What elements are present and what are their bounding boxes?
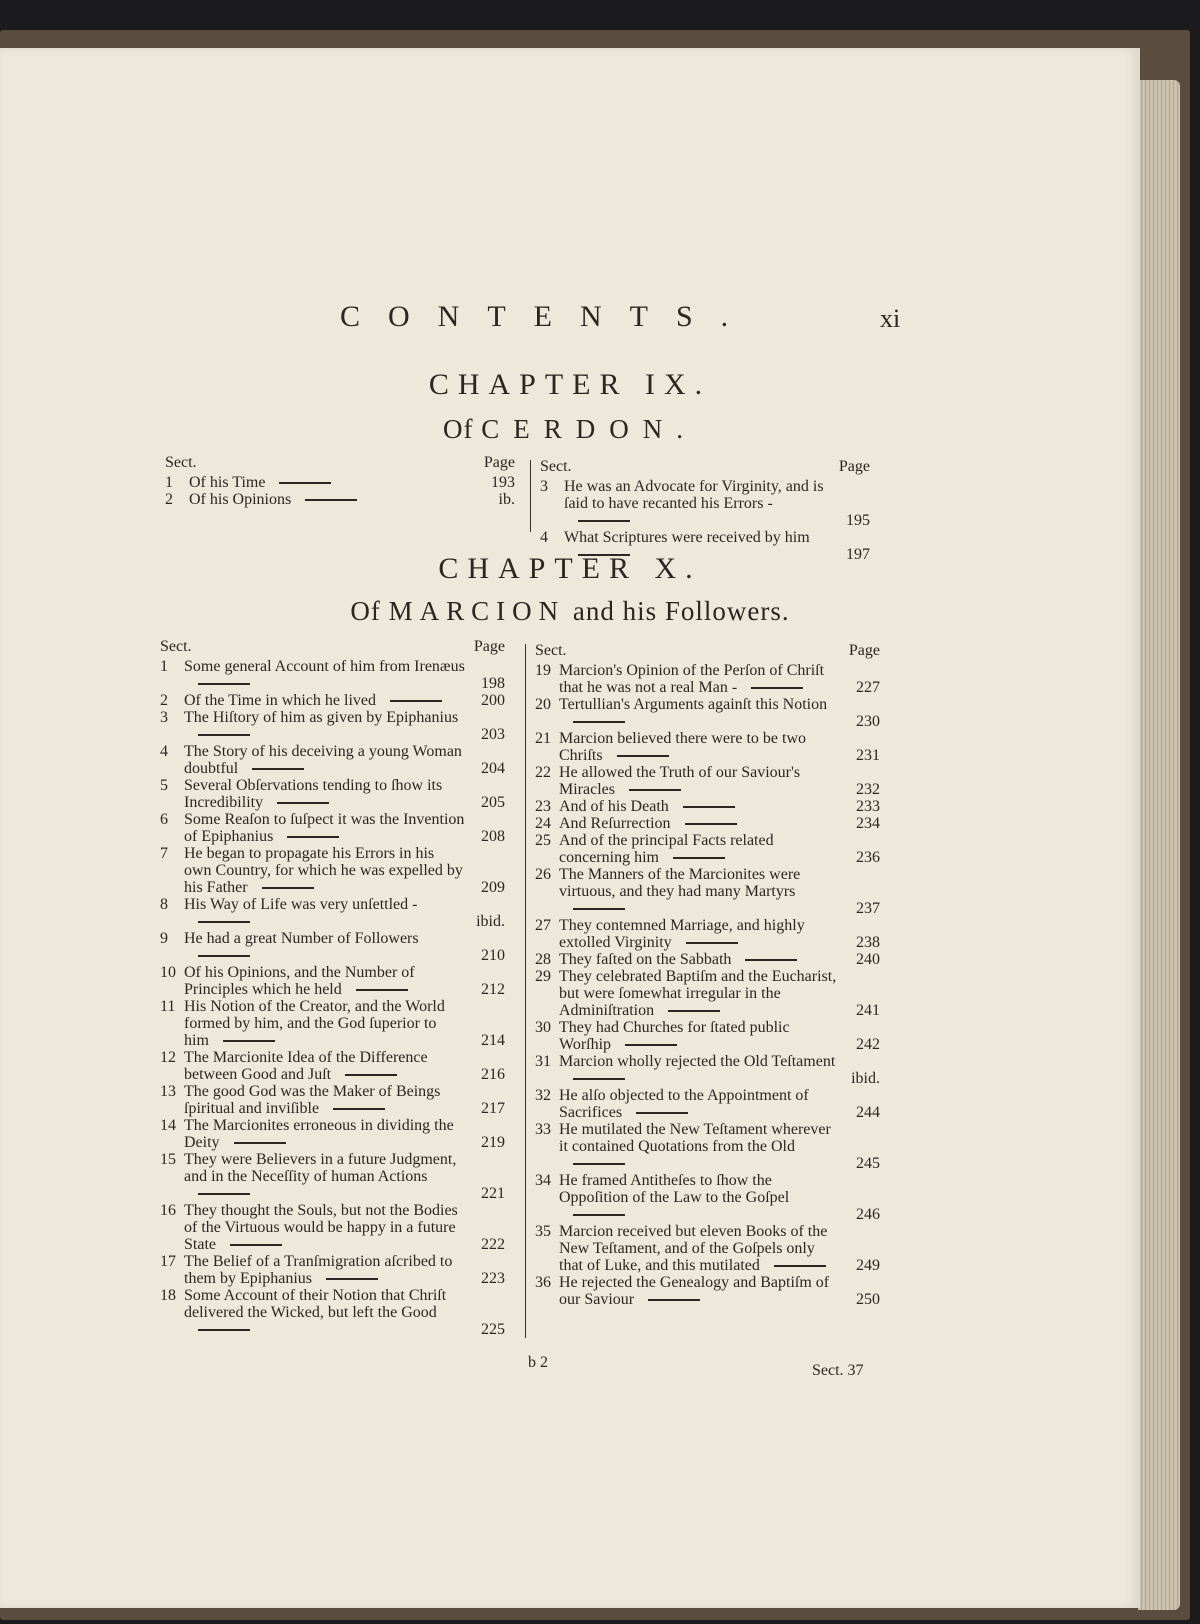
contents-entry <box>160 1117 505 1151</box>
page-number: 203 <box>481 726 505 743</box>
section-title-text: Several Obſervations tending to ſhow its Incredibility <box>184 777 443 811</box>
page-number: 209 <box>481 879 505 896</box>
section-title-text: And of his Death <box>559 798 669 815</box>
section-title <box>559 968 880 1019</box>
chapter9-subtitle-prefix: Of <box>442 414 474 444</box>
page-number: 241 <box>856 1002 880 1019</box>
leader-dash <box>573 1163 625 1165</box>
leader-dash <box>326 1278 378 1280</box>
section-title-text: He mutilated the New Teſtament wherever it contained Quotations from the Old <box>559 1121 831 1155</box>
page-number: 212 <box>481 981 505 998</box>
section-title <box>559 1274 880 1308</box>
leader-dash <box>333 1108 385 1110</box>
page-number: 197 <box>846 546 870 563</box>
chapter10-subtitle <box>0 596 1140 627</box>
contents-entry <box>535 968 880 1019</box>
section-title <box>184 709 505 743</box>
section-title-text: Some general Account of him from Irenæus <box>184 658 465 675</box>
section-number: 13 <box>160 1083 176 1100</box>
section-number: 9 <box>160 930 168 947</box>
contents-entry <box>160 998 505 1049</box>
section-title-text: He alſo objected to the Appointment of Sacrifices <box>559 1087 809 1121</box>
column-header <box>540 458 870 478</box>
section-number: 7 <box>160 845 168 862</box>
section-number: 27 <box>535 917 551 934</box>
section-number: 10 <box>160 964 176 981</box>
section-title-text: He had a great Number of Followers <box>184 930 419 947</box>
section-title <box>559 1121 880 1172</box>
section-number: 4 <box>160 743 168 760</box>
section-title <box>184 998 505 1049</box>
page-number: 250 <box>856 1291 880 1308</box>
section-number: 32 <box>535 1087 551 1104</box>
section-title-text: They had Churches for ſtated public Worſhip <box>559 1019 790 1053</box>
section-number: 3 <box>540 478 548 495</box>
contents-entry <box>160 896 505 930</box>
contents-entry <box>160 1151 505 1202</box>
sect-label: Sect. <box>540 458 572 475</box>
section-number: 5 <box>160 777 168 794</box>
section-title-text: The Story of his deceiving a young Woman doubtful <box>184 743 462 777</box>
leader-dash <box>198 1329 250 1331</box>
leader-dash <box>617 755 669 757</box>
section-title <box>559 951 880 968</box>
section-title <box>559 1087 880 1121</box>
contents-entry <box>160 964 505 998</box>
leader-dash <box>262 887 314 889</box>
chapter10-subtitle-rest: and his Followers. <box>572 596 790 626</box>
section-number: 31 <box>535 1053 551 1070</box>
section-number: 6 <box>160 811 168 828</box>
section-title <box>559 1019 880 1053</box>
page-number: 223 <box>481 1270 505 1287</box>
section-number: 19 <box>535 662 551 679</box>
sect-label: Sect. <box>165 454 197 471</box>
contents-entry <box>535 1223 880 1274</box>
sect-label: Sect. <box>535 642 567 659</box>
folio-number: xi <box>880 304 901 333</box>
leader-dash <box>356 989 408 991</box>
section-title-text: The Belief of a Tranſmigration aſcribed to them by Epiphanius <box>184 1253 453 1287</box>
section-number: 34 <box>535 1172 551 1189</box>
contents-entry <box>535 696 880 730</box>
entry-list <box>165 474 515 508</box>
page-number: 198 <box>481 675 505 692</box>
section-title-text: Of his Opinions, and the Number of Principles which he held <box>184 964 415 998</box>
section-title-text: And Reſurrection <box>559 815 671 832</box>
leader-dash <box>234 1142 286 1144</box>
section-title <box>184 692 505 709</box>
contents-entry <box>160 1049 505 1083</box>
section-title <box>184 1287 505 1338</box>
contents-entry <box>535 1087 880 1121</box>
section-number: 3 <box>160 709 168 726</box>
page-number: 210 <box>481 947 505 964</box>
section-number: 1 <box>160 658 168 675</box>
contents-entry <box>160 1253 505 1287</box>
column-header <box>160 638 505 658</box>
section-number: 8 <box>160 896 168 913</box>
page-number: 240 <box>856 951 880 968</box>
leader-dash <box>625 1044 677 1046</box>
section-title-text: Of his Time <box>189 474 266 491</box>
leader-dash <box>198 955 250 957</box>
contents-entry <box>160 811 505 845</box>
section-title-text: Tertullian's Arguments againſt this Notion <box>559 696 828 713</box>
page-label: Page <box>838 458 870 475</box>
section-number: 16 <box>160 1202 176 1219</box>
section-number: 24 <box>535 815 551 832</box>
signature-mark: b 2 <box>528 1354 548 1371</box>
section-title-text: He framed Antitheſes to ſhow the Oppoſition of the Law to the Goſpel <box>559 1172 790 1206</box>
section-title <box>559 866 880 917</box>
section-title <box>184 964 505 998</box>
section-number: 25 <box>535 832 551 849</box>
leader-dash <box>683 806 735 808</box>
section-title-text: The Marcionites erroneous in dividing the Deity <box>184 1117 454 1151</box>
section-title-text: And of the principal Facts related concerning him <box>559 832 774 866</box>
contents-entry <box>540 478 870 529</box>
contents-entry <box>535 764 880 798</box>
page-number: 230 <box>856 713 880 730</box>
column-header <box>535 642 880 662</box>
contents-entry <box>535 662 880 696</box>
section-title <box>184 658 505 692</box>
section-number: 22 <box>535 764 551 781</box>
chapter10-subtitle-prefix: Of <box>350 596 381 626</box>
leader-dash <box>668 1010 720 1012</box>
page-number: 216 <box>481 1066 505 1083</box>
section-title <box>184 1151 505 1202</box>
section-title <box>559 662 880 696</box>
chapter9-left-column <box>165 454 515 508</box>
section-title-text: The Marcionite Idea of the Difference between Good and Juſt <box>184 1049 428 1083</box>
section-title-text: His Notion of the Creator, and the World formed by him, and the God ſuperior to him <box>184 998 445 1049</box>
section-title <box>559 917 880 951</box>
section-title-text: Marcion believed there were to be two Chriſts <box>559 730 807 764</box>
section-title-text: He began to propagate his Errors in his own Country, for which he was expelled by his Father <box>184 845 463 896</box>
section-number: 11 <box>160 998 176 1015</box>
section-number: 20 <box>535 696 551 713</box>
contents-entry <box>535 1172 880 1223</box>
chapter9-subtitle-name: CERDON. <box>481 414 697 444</box>
page-number: 242 <box>856 1036 880 1053</box>
running-head <box>0 300 1140 340</box>
section-title <box>184 777 505 811</box>
page-number: 236 <box>856 849 880 866</box>
page-number: ibid. <box>476 913 505 930</box>
leader-dash <box>573 721 625 723</box>
section-title <box>189 474 515 491</box>
page-number: 233 <box>856 798 880 815</box>
section-title <box>559 815 880 832</box>
page-number: 221 <box>481 1185 505 1202</box>
leader-dash <box>578 520 630 522</box>
chapter10-title: CHAPTER X. <box>438 552 702 585</box>
page-number: 222 <box>481 1236 505 1253</box>
page-number: 195 <box>846 512 870 529</box>
section-title <box>184 1253 505 1287</box>
page-number: 205 <box>481 794 505 811</box>
section-title <box>559 730 880 764</box>
section-title-text: He allowed the Truth of our Saviour's Miracles <box>559 764 801 798</box>
section-title-text: Marcion's Opinion of the Perſon of Chriſt that he was not a real Man - <box>559 662 825 696</box>
section-title <box>184 896 505 930</box>
section-number: 4 <box>540 529 548 546</box>
section-title-text: The Hiſtory of him as given by Epiphanius <box>184 709 459 726</box>
section-number: 36 <box>535 1274 551 1291</box>
page-number: 246 <box>856 1206 880 1223</box>
section-title-text: Marcion wholly rejected the Old Teſtament <box>559 1053 836 1070</box>
contents-entry <box>535 1274 880 1308</box>
catchword: Sect. 37 <box>812 1362 864 1379</box>
section-title-text: He was an Advocate for Virginity, and is ſaid to have recanted his Errors - <box>564 478 824 512</box>
section-title-text: He rejected the Genealogy and Baptiſm of our Saviour <box>559 1274 830 1308</box>
column-divider <box>525 644 526 1338</box>
page-label: Page <box>483 454 515 471</box>
section-title <box>184 845 505 896</box>
section-title-text: Some Account of their Notion that Chriſt delivered the Wicked, but left the Good <box>184 1287 447 1321</box>
sect-label: Sect. <box>160 638 192 655</box>
section-title <box>559 1053 880 1087</box>
section-number: 26 <box>535 866 551 883</box>
section-number: 14 <box>160 1117 176 1134</box>
section-number: 18 <box>160 1287 176 1304</box>
contents-entry <box>535 730 880 764</box>
section-title-text: Of the Time in which he lived <box>184 692 376 709</box>
section-title <box>189 491 515 508</box>
section-title <box>559 1172 880 1223</box>
chapter10-subtitle-name: MARCION <box>388 596 566 626</box>
leader-dash <box>198 734 250 736</box>
leader-dash <box>287 836 339 838</box>
contents-entry <box>535 1121 880 1172</box>
section-title-text: They faſted on the Sabbath <box>559 951 732 968</box>
leader-dash <box>198 1193 250 1195</box>
leader-dash <box>673 857 725 859</box>
page-number: 244 <box>856 1104 880 1121</box>
section-number: 23 <box>535 798 551 815</box>
page-number: 245 <box>856 1155 880 1172</box>
contents-entry <box>160 743 505 777</box>
contents-entry <box>160 658 505 692</box>
page-number: ib. <box>498 491 515 508</box>
section-title <box>184 1083 505 1117</box>
section-title <box>184 1117 505 1151</box>
contents-entry <box>535 832 880 866</box>
section-title-text: Of his Opinions <box>189 491 292 508</box>
entry-list <box>160 658 505 1338</box>
section-title-text: What Scriptures were received by him <box>564 529 810 546</box>
section-number: 35 <box>535 1223 551 1240</box>
column-divider <box>530 460 531 532</box>
page-number: 208 <box>481 828 505 845</box>
leader-dash <box>573 908 625 910</box>
section-number: 2 <box>165 491 173 508</box>
entry-list <box>535 662 880 1308</box>
leader-dash <box>198 683 250 685</box>
contents-entry <box>165 491 515 508</box>
section-number: 17 <box>160 1253 176 1270</box>
page-label: Page <box>848 642 880 659</box>
contents-entry <box>535 951 880 968</box>
section-title <box>184 930 505 964</box>
contents-entry <box>535 917 880 951</box>
section-title <box>184 743 505 777</box>
section-title <box>564 478 870 529</box>
contents-entry <box>160 845 505 896</box>
page-number: 193 <box>491 474 515 491</box>
leader-dash <box>305 499 357 501</box>
leader-dash <box>252 768 304 770</box>
chapter10-right-column <box>535 642 880 1308</box>
section-title <box>559 764 880 798</box>
leader-dash <box>390 700 442 702</box>
chapter9-title: CHAPTER IX. <box>428 368 712 401</box>
section-number: 12 <box>160 1049 176 1066</box>
leader-dash <box>230 1244 282 1246</box>
contents-entry <box>535 798 880 815</box>
page-number: 225 <box>481 1321 505 1338</box>
section-number: 29 <box>535 968 551 985</box>
section-title-text: Some Reaſon to ſuſpect it was the Invention of Epiphanius <box>184 811 465 845</box>
contents-entry <box>535 866 880 917</box>
contents-entry <box>160 692 505 709</box>
page-label: Page <box>473 638 505 655</box>
leader-dash <box>636 1112 688 1114</box>
section-number: 2 <box>160 692 168 709</box>
page-block-edge <box>1138 80 1180 1610</box>
section-title-text: His Way of Life was very unſettled - <box>184 896 418 913</box>
running-title: CONTENTS. <box>340 300 757 333</box>
page-number: 219 <box>481 1134 505 1151</box>
contents-entry <box>160 1202 505 1253</box>
page-number: 200 <box>481 692 505 709</box>
page-number: 227 <box>856 679 880 696</box>
contents-entry <box>165 474 515 491</box>
page-number: 231 <box>856 747 880 764</box>
section-title <box>559 798 880 815</box>
page-number: 238 <box>856 934 880 951</box>
column-header <box>165 454 515 474</box>
section-title <box>559 696 880 730</box>
page-number: 237 <box>856 900 880 917</box>
page-number: 204 <box>481 760 505 777</box>
page-number: 232 <box>856 781 880 798</box>
chapter10-left-column <box>160 638 505 1338</box>
leader-dash <box>685 823 737 825</box>
chapter9-right-column <box>540 458 870 563</box>
section-title <box>184 811 505 845</box>
leader-dash <box>223 1040 275 1042</box>
entry-list <box>540 478 870 563</box>
leader-dash <box>751 687 803 689</box>
leader-dash <box>629 789 681 791</box>
contents-entry <box>535 1019 880 1053</box>
contents-entry <box>535 1053 880 1087</box>
section-title <box>184 1049 505 1083</box>
leader-dash <box>573 1078 625 1080</box>
contents-entry <box>160 930 505 964</box>
section-title-text: They contemned Marriage, and highly extolled Virginity <box>559 917 805 951</box>
leader-dash <box>198 921 250 923</box>
section-title-text: The good God was the Maker of Beings ſpiritual and inviſible <box>184 1083 441 1117</box>
section-title-text: Marcion received but eleven Books of the New Teſtament, and of the Goſpels only that of Luke, and this mutilated <box>559 1223 828 1274</box>
section-title-text: They thought the Souls, but not the Bodies of the Virtuous would be happy in a future State <box>184 1202 458 1253</box>
contents-entry <box>535 815 880 832</box>
page-number: ibid. <box>851 1070 880 1087</box>
section-title <box>559 1223 880 1274</box>
section-number: 15 <box>160 1151 176 1168</box>
leader-dash <box>774 1265 826 1267</box>
contents-entry <box>160 1083 505 1117</box>
section-title <box>559 832 880 866</box>
page-number: 249 <box>856 1257 880 1274</box>
section-title-text: They were Believers in a future Judgment, and in the Neceſſity of human Actions <box>184 1151 457 1185</box>
contents-entry <box>160 777 505 811</box>
page-number: 214 <box>481 1032 505 1049</box>
chapter9-subtitle <box>0 414 1140 445</box>
leader-dash <box>345 1074 397 1076</box>
page-number: 234 <box>856 815 880 832</box>
leader-dash <box>648 1299 700 1301</box>
section-number: 33 <box>535 1121 551 1138</box>
leader-dash <box>279 482 331 484</box>
section-title-text: The Manners of the Marcionites were virtuous, and they had many Martyrs <box>559 866 801 900</box>
book-page <box>0 48 1140 1608</box>
contents-entry <box>160 1287 505 1338</box>
leader-dash <box>277 802 329 804</box>
section-title-text: They celebrated Baptiſm and the Eucharist, but were ſomewhat irregular in the Adminiſtration <box>559 968 837 1019</box>
section-title <box>184 1202 505 1253</box>
section-number: 30 <box>535 1019 551 1036</box>
section-number: 1 <box>165 474 173 491</box>
section-number: 28 <box>535 951 551 968</box>
leader-dash <box>573 1214 625 1216</box>
page-number: 217 <box>481 1100 505 1117</box>
leader-dash <box>745 959 797 961</box>
contents-entry <box>160 709 505 743</box>
section-number: 21 <box>535 730 551 747</box>
leader-dash <box>686 942 738 944</box>
